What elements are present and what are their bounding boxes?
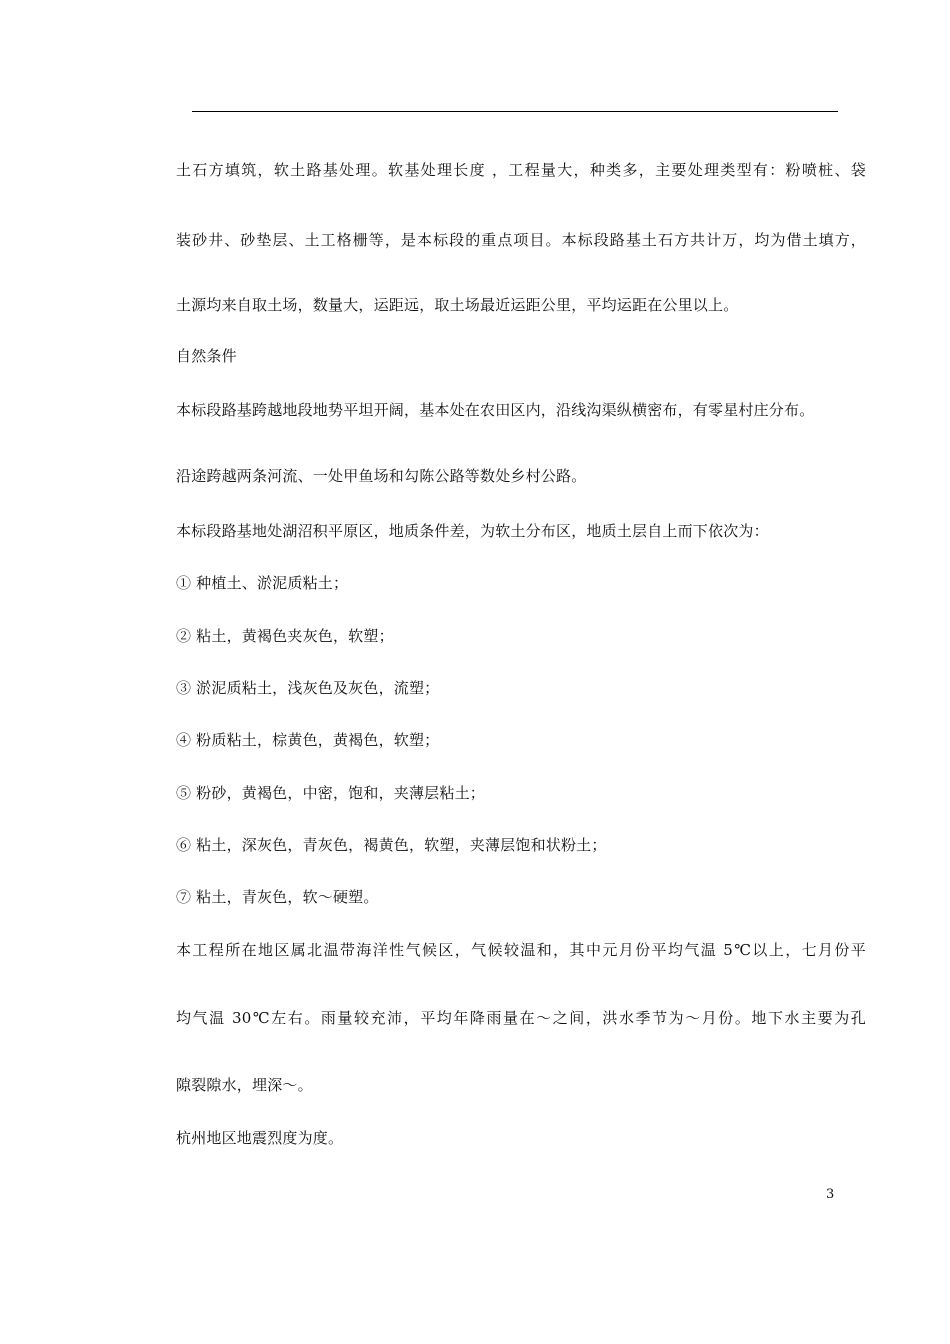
paragraph-line: 沿途跨越两条河流、一处甲鱼场和勾陈公路等数处乡村公路。 <box>176 467 587 485</box>
paragraph-line: 均气温 30℃左右。雨量较充沛，平均年降雨量在～之间，洪水季节为～月份。地下水主要为孔 <box>176 1009 866 1027</box>
page-number: 3 <box>826 1187 835 1202</box>
paragraph-line: 本工程所在地区属北温带海洋性气候区，气候较温和，其中元月份平均气温 5℃以上，七月份平 <box>176 941 866 959</box>
soil-layer-item: ④ 粉质粘土，棕黄色，黄褐色，软塑； <box>176 731 440 749</box>
paragraph-line: 本标段路基地处湖沼积平原区，地质条件差，为软土分布区，地质土层自上而下依次为： <box>176 522 769 540</box>
soil-layer-item: ① 种植土、淤泥质粘土； <box>176 574 349 592</box>
paragraph-line: 土石方填筑，软土路基处理。软基处理长度 ，工程量大，种类多，主要处理类型有：粉喷桩、袋 <box>176 161 866 179</box>
header-rule <box>192 111 838 112</box>
paragraph-line: 本标段路基跨越地段地势平坦开阔，基本处在农田区内，沿线沟渠纵横密布，有零星村庄分布。 <box>176 401 815 419</box>
soil-layer-item: ⑥ 粘土，深灰色，青灰色，褐黄色，软塑，夹薄层饱和状粉土； <box>176 836 607 854</box>
soil-layer-item: ② 粘土，黄褐色夹灰色，软塑； <box>176 627 394 645</box>
soil-layer-item: ③ 淤泥质粘土，浅灰色及灰色，流塑； <box>176 679 440 697</box>
paragraph-line: 隙裂隙水，埋深～。 <box>176 1076 313 1094</box>
paragraph-line: 杭州地区地震烈度为度。 <box>176 1129 344 1147</box>
soil-layer-item: ⑤ 粉砂，黄褐色，中密，饱和，夹薄层粘土； <box>176 784 485 802</box>
section-heading: 自然条件 <box>176 347 237 365</box>
soil-layer-item: ⑦ 粘土，青灰色，软～硬塑。 <box>176 888 379 906</box>
paragraph-line: 装砂井、砂垫层、土工格栅等，是本标段的重点项目。本标段路基土石方共计万，均为借土填方， <box>176 231 866 249</box>
paragraph-line: 土源均来自取土场，数量大，运距远，取土场最近运距公里，平均运距在公里以上。 <box>176 296 739 314</box>
